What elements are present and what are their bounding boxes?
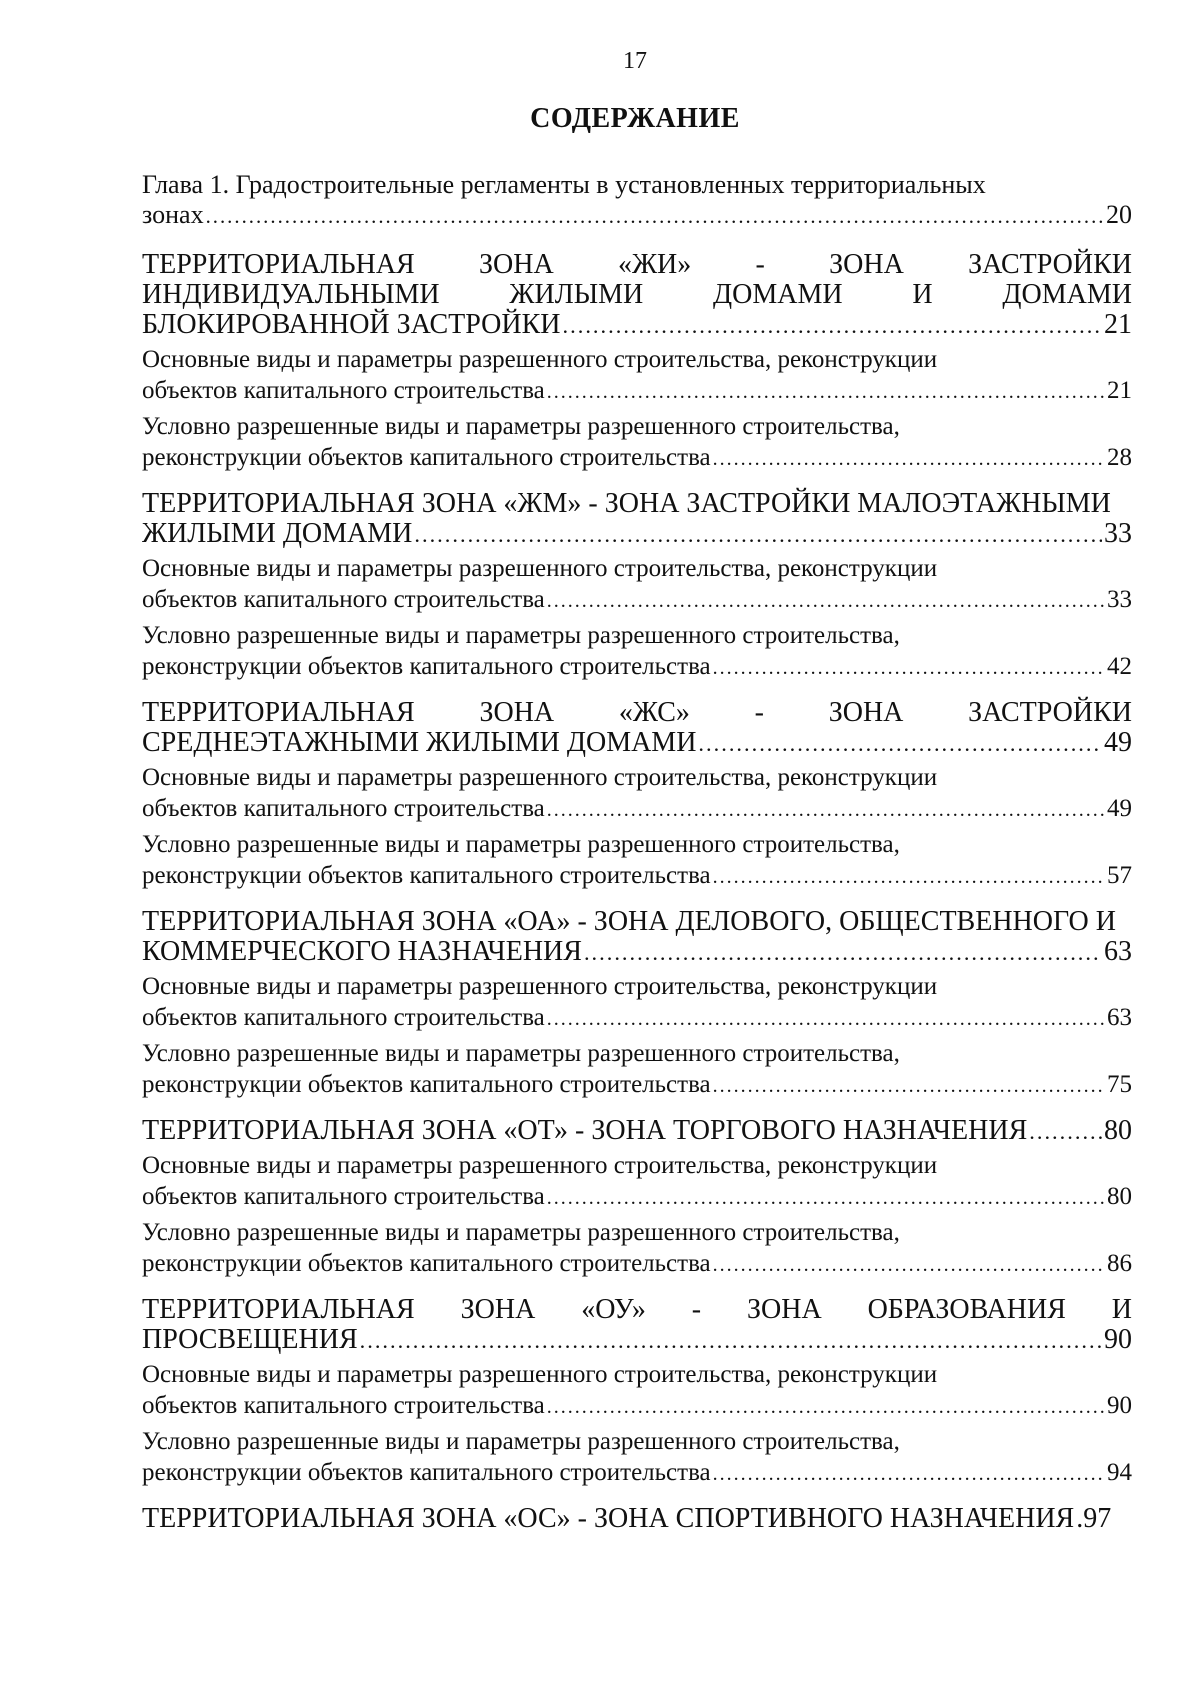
toc-page-number: 86 — [1107, 1250, 1132, 1277]
toc-page-number: 80 — [1104, 1115, 1132, 1146]
toc-page-number: 49 — [1107, 795, 1132, 822]
toc-page-number: 33 — [1107, 586, 1132, 613]
toc-entry-last-line — [142, 375, 1132, 408]
toc-entry-last-line — [142, 793, 1132, 826]
dot-leader — [547, 1004, 1105, 1035]
dot-leader — [360, 1326, 1102, 1356]
dot-leader — [713, 653, 1105, 684]
toc-entry-text: ИНДИВИДУАЛЬНЫМИ ЖИЛЫМИ ДОМАМИ И ДОМАМИ — [142, 279, 1132, 310]
toc-entry-text: Основные виды и параметры разрешенного строительства, реконструкции — [142, 973, 938, 1000]
toc-entry-text: Основные виды и параметры разрешенного строительства, реконструкции — [142, 764, 938, 791]
dot-leader — [713, 862, 1105, 893]
toc-entry-sub[interactable] — [142, 553, 1132, 617]
toc-entry-text: ТЕРРИТОРИАЛЬНАЯ ЗОНА «ОС» - ЗОНА СПОРТИВНОГО НАЗНАЧЕНИЯ — [142, 1503, 1075, 1534]
toc-entry-last-line — [142, 1504, 1132, 1534]
toc-page-number: 42 — [1107, 653, 1132, 680]
dot-leader — [547, 1392, 1105, 1423]
page-title: СОДЕРЖАНИЕ — [530, 103, 740, 134]
dot-leader — [713, 1250, 1105, 1281]
toc-entry-last-line — [142, 728, 1132, 759]
toc-entry-text: Условно разрешенные виды и параметры разрешенного строительства, — [142, 622, 900, 649]
toc-entry-zone-ou[interactable] — [142, 1295, 1132, 1356]
toc-entry-text: объектов капитального строительства — [142, 1183, 545, 1210]
toc-page-number: 21 — [1107, 377, 1132, 404]
toc-page-number: 63 — [1107, 1004, 1132, 1031]
toc-entry-zone-os[interactable] — [142, 1504, 1132, 1534]
toc-entry-text: Условно разрешенные виды и параметры разрешенного строительства, — [142, 1219, 900, 1246]
toc-entry-sub[interactable] — [142, 1217, 1132, 1281]
toc-entry-text: КОММЕРЧЕСКОГО НАЗНАЧЕНИЯ — [142, 936, 582, 967]
dot-leader — [547, 377, 1105, 408]
toc-entry-last-line — [142, 200, 1132, 232]
toc-entry-text: реконструкции объектов капитального строительства — [142, 444, 711, 471]
toc-entry-text: объектов капитального строительства — [142, 377, 545, 404]
dot-leader — [713, 1459, 1105, 1490]
toc-entry-zone-zhm[interactable] — [142, 489, 1132, 550]
dot-leader — [547, 1183, 1105, 1214]
toc-page-number: 57 — [1107, 862, 1132, 889]
dot-leader — [563, 311, 1102, 341]
page-number: 17 — [623, 48, 647, 74]
toc-entry-sub[interactable] — [142, 1150, 1132, 1214]
toc-entry-text: Условно разрешенные виды и параметры разрешенного строительства, — [142, 1040, 900, 1067]
dot-leader — [1029, 1117, 1102, 1147]
dot-leader — [547, 795, 1105, 826]
toc-entry-text: ТЕРРИТОРИАЛЬНАЯ ЗОНА «ЖИ» - ЗОНА ЗАСТРОЙКИ — [142, 249, 1132, 280]
toc-page-number: 75 — [1107, 1071, 1132, 1098]
toc-entry-text: реконструкции объектов капитального строительства — [142, 1071, 711, 1098]
toc-entry-last-line — [142, 1069, 1132, 1102]
toc-entry-text: ТЕРРИТОРИАЛЬНАЯ ЗОНА «ОТ» - ЗОНА ТОРГОВОГО НАЗНАЧЕНИЯ — [142, 1115, 1028, 1146]
toc-entry-chapter-1[interactable] — [142, 170, 1132, 232]
toc-entry-sub[interactable] — [142, 1359, 1132, 1423]
toc-entry-last-line — [142, 442, 1132, 475]
toc-entry-text: ЖИЛЫМИ ДОМАМИ — [142, 518, 413, 549]
toc-entry-zone-ot[interactable] — [142, 1116, 1132, 1147]
toc-page-number: 94 — [1107, 1459, 1132, 1486]
dot-leader — [713, 444, 1105, 475]
toc-entry-text: реконструкции объектов капитального строительства — [142, 1459, 711, 1486]
toc-entry-sub[interactable] — [142, 344, 1132, 408]
toc-entry-last-line — [142, 310, 1132, 341]
toc-entry-text: Условно разрешенные виды и параметры разрешенного строительства, — [142, 413, 900, 440]
toc-entry-text: реконструкции объектов капитального строительства — [142, 1250, 711, 1277]
toc-page-number: 21 — [1104, 309, 1132, 340]
toc-entry-text: Основные виды и параметры разрешенного строительства, реконструкции — [142, 346, 938, 373]
toc-page-number: 20 — [1106, 200, 1132, 229]
toc-entry-sub[interactable] — [142, 1038, 1132, 1102]
toc-entry-zone-zhi[interactable] — [142, 250, 1132, 341]
toc-entry-zone-zhs[interactable] — [142, 698, 1132, 759]
dot-leader — [547, 586, 1105, 617]
toc-entry-last-line — [142, 937, 1132, 968]
toc-entry-text: Глава 1. Градостроительные регламенты в установленных территориальных — [142, 170, 986, 199]
dot-leader — [584, 938, 1102, 968]
toc-entry-sub[interactable] — [142, 762, 1132, 826]
toc-entry-last-line — [142, 651, 1132, 684]
toc-entry-text: Условно разрешенные виды и параметры разрешенного строительства, — [142, 1428, 900, 1455]
toc-entry-text: БЛОКИРОВАННОЙ ЗАСТРОЙКИ — [142, 309, 561, 340]
toc-entry-text: Условно разрешенные виды и параметры разрешенного строительства, — [142, 831, 900, 858]
toc-entry-text: Основные виды и параметры разрешенного строительства, реконструкции — [142, 1152, 938, 1179]
toc-entry-text: ПРОСВЕЩЕНИЯ — [142, 1324, 358, 1355]
toc-page-number: .97 — [1076, 1503, 1112, 1534]
toc-entry-last-line — [142, 584, 1132, 617]
dot-leader — [414, 520, 1102, 550]
toc-entry-text: объектов капитального строительства — [142, 586, 545, 613]
toc-page-number: 90 — [1107, 1392, 1132, 1419]
toc-entry-last-line — [142, 1002, 1132, 1035]
toc-entry-text: реконструкции объектов капитального строительства — [142, 653, 711, 680]
toc-entry-last-line — [142, 1457, 1132, 1490]
toc-page-number: 49 — [1104, 727, 1132, 758]
toc-entry-text: ТЕРРИТОРИАЛЬНАЯ ЗОНА «ОА» - ЗОНА ДЕЛОВОГО, ОБЩЕСТВЕННОГО И — [142, 906, 1116, 937]
dot-leader — [206, 202, 1104, 232]
toc-entry-sub[interactable] — [142, 1426, 1132, 1490]
toc-entry-last-line — [142, 519, 1132, 550]
toc-entry-text: объектов капитального строительства — [142, 1392, 545, 1419]
toc-entry-zone-oa[interactable] — [142, 907, 1132, 968]
toc-entry-last-line — [142, 1181, 1132, 1214]
toc-entry-sub[interactable] — [142, 829, 1132, 893]
table-of-contents — [142, 170, 1132, 1534]
toc-entry-sub[interactable] — [142, 971, 1132, 1035]
toc-entry-text: объектов капитального строительства — [142, 1004, 545, 1031]
toc-entry-last-line — [142, 1248, 1132, 1281]
dot-leader — [713, 1071, 1105, 1102]
toc-page-number: 80 — [1107, 1183, 1132, 1210]
toc-entry-sub[interactable] — [142, 411, 1132, 475]
toc-entry-text: объектов капитального строительства — [142, 795, 545, 822]
toc-entry-text: ТЕРРИТОРИАЛЬНАЯ ЗОНА «ЖМ» - ЗОНА ЗАСТРОЙКИ МАЛОЭТАЖНЫМИ — [142, 488, 1111, 519]
toc-entry-text: ТЕРРИТОРИАЛЬНАЯ ЗОНА «ЖС» - ЗОНА ЗАСТРОЙКИ — [142, 697, 1132, 728]
toc-entry-text: Основные виды и параметры разрешенного строительства, реконструкции — [142, 1361, 938, 1388]
toc-entry-last-line — [142, 1116, 1132, 1147]
toc-page-number: 63 — [1104, 936, 1132, 967]
toc-entry-last-line — [142, 1390, 1132, 1423]
toc-entry-text: Основные виды и параметры разрешенного строительства, реконструкции — [142, 555, 938, 582]
toc-page-number: 28 — [1107, 444, 1132, 471]
toc-entry-text: СРЕДНЕЭТАЖНЫМИ ЖИЛЫМИ ДОМАМИ — [142, 727, 697, 758]
toc-entry-text: реконструкции объектов капитального строительства — [142, 862, 711, 889]
toc-entry-sub[interactable] — [142, 620, 1132, 684]
toc-entry-text: зонах — [142, 200, 204, 229]
toc-entry-text: ТЕРРИТОРИАЛЬНАЯ ЗОНА «ОУ» - ЗОНА ОБРАЗОВАНИЯ И — [142, 1294, 1132, 1325]
dot-leader — [698, 729, 1102, 759]
toc-page-number: 90 — [1104, 1324, 1132, 1355]
toc-entry-last-line — [142, 1325, 1132, 1356]
toc-page-number: 33 — [1104, 518, 1132, 549]
toc-entry-last-line — [142, 860, 1132, 893]
